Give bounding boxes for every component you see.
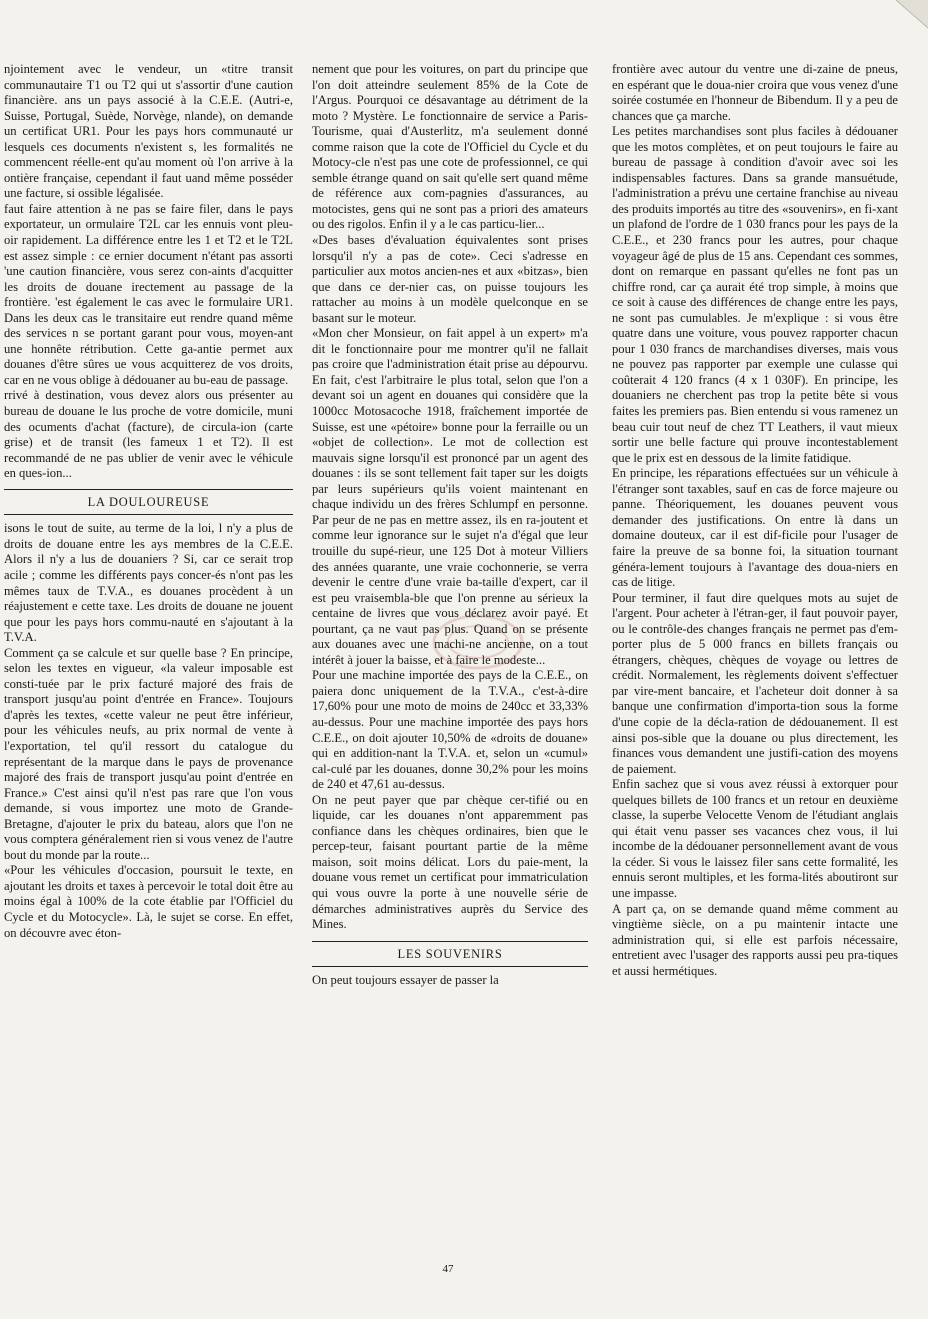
paragraph: «Mon cher Monsieur, on fait appel à un expert» m'a dit le fonctionnaire pour me montrer qu'il ne fallait pas croire que l'administration était prise au dépourvu. En fait, c'est l'arbitraire le plus total, selon que l'on a devant soi un agent en douanes qui considère que la 1000cc Motosacoche 1918, fraîchement importée de Suisse, est une «pétoire» bonne pour la ferraille ou un «objet de collection». Le mot de collection est mauvais signe lorsqu'il est prononcé par un agent des douanes : ils se sont tellement fait taper sur les doigts par leurs supérieurs qu'ils voient maintenant en chaque individu un des frères Schlumpf en personne. Par peur de ne pas en mettre assez, ils en ra-joutent et comme leur ignorance sur le sujet n'a d'égal que leur trouille du supé-rieur, une 125 Dot à moteur Villiers des années quarante, une vraie cochonnerie, se verra devenir le centre d'une vraie ba-taille d'expert, car il est peu vraisembla-ble que l'on prenne au sérieux la centaine de livres que vous déclarez avoir payé. Et pourtant, ça ne vaut pas plus. Quand on se présente aux douanes avec une machi-ne ancienne, on a tout intérêt à jouer la baisse, et à faire le modeste... <box>312 326 588 667</box>
watermark-stamp <box>430 612 526 672</box>
paragraph: Comment ça se calcule et sur quelle base ? En principe, selon les textes en vigueur, «la valeur imposable est consti-tuée par le prix facturé majoré des frais de transport jusqu'au point d'entrée en France». Toujours d'après les textes, «cette valeur ne peut être inférieur, pour les véhicules neufs, au prix normal de vente à l'exportation, tel qu'il ressort du catalogue du représentant de la marque dans le pays de provenance majoré des frais de transport jusqu'au point d'entrée en France.» C'est ainsi qu'il n'est pas rare que l'on vous demande, si vous importez une moto de Grande-Bretagne, d'ajouter le prix du bateau, alors que l'on ne vous comptera généralement rien si vous venez de l'autre bout du monde par la route... <box>4 645 293 862</box>
section-heading: LA DOULOUREUSE <box>4 489 293 516</box>
paragraph: rrivé à destination, vous devez alors ous présenter au bureau de douane le lus proche de votre domicile, muni des ocuments d'achat (facture), de circula-ion (carte grise) et de transit (les fameux 1 et T2). Il est recommandé de ne pas ublier de venir avec le véhicule en ques-ion... <box>4 388 293 481</box>
paragraph: Enfin sachez que si vous avez réussi à extorquer pour quelques billets de 100 francs et un retour en deuxième classe, la superbe Velocette Venom de l'étudiant anglais qui était venu passer ses vacances chez vous, il lui incombe de la dédouaner personnellement avant de vous la céder. Si vous le laissez filer sans cette formalité, les ennuis seront multiples, et les forma-lités aboutiront sur une impasse. <box>612 777 898 900</box>
paragraph: Pour terminer, il faut dire quelques mots au sujet de l'argent. Pour acheter à l'étran-ger, il faut pouvoir payer, ou le contrôle-des changes français ne permet pas d'em-porter plus de 5 000 francs en billets français ou étrangers, chèques, chèques de voyage ou lettres de crédit. Normalement, les règlements doivent s'effectuer par vire-ment bancaire, et l'acheteur doit donner à sa banque une confirmation d'importa-tion sous la forme d'une copie de la décla-ration de dédouanement. Il est ainsi pos-sible que la douane ou plus directement, les finances vous demandent une justifi-cation des moyens de paiement. <box>612 590 898 776</box>
paragraph: isons le tout de suite, au terme de la loi, l n'y a plus de droits de douane entre les ays membres de la C.E.E. Alors il n'y a lus de douaniers ? Si, car ce serait trop acile ; comme les différents pays concer-és n'ont pas les mêmes taux de T.V.A., es douanes procèdent à un réajustement e cette taxe. Les droits de douane ne jouent que pour les pays hors commu-nauté en s'ajoutant à la T.V.A. <box>4 521 293 645</box>
text-column-2 <box>312 62 588 989</box>
text-column-3 <box>612 62 898 979</box>
page-number: 47 <box>442 1263 454 1275</box>
paragraph: faut faire attention à ne pas se faire filer, dans le pays exportateur, un ormulaire T2L car les ennuis vont pleu-oir rapidement. La différence entre les 1 et T2 et le T2L est assez simple : ce ernier document n'étant pas assorti 'une caution financière, vous serez con-aints d'acquitter les droits de douane irectement au passage de la frontière. 'est également le cas avec le formulaire UR1. Dans les deux cas le transitaire eut rendre quand même des services n se portant garant pour vous, moyen-ant une honnête rétribution. Cette ga-antie permet aux douanes d'être sûres ue vous acquitterez de vos droits, car en ne vous oblige à dédouaner au bu-eau de passage. <box>4 201 293 387</box>
paragraph: En principe, les réparations effectuées sur un véhicule à l'étranger sont taxables, sauf en cas de force majeure ou panne. Théoriquement, les douanes peuvent vous demander des justifications. On entre là dans un domaine douteux, car il est dif-ficile pour l'usager de faire la preuve de sa bonne foi, la situation tournant généra-lement toujours à l'avantage des doua-niers en cas de litige. <box>612 466 898 590</box>
paragraph: On peut toujours essayer de passer la <box>312 973 499 988</box>
section-heading: LES SOUVENIRS <box>312 941 588 968</box>
paragraph: Les petites marchandises sont plus faciles à dédouaner que les motos complètes, et on peut toujours le faire au bureau de passage à condition d'avoir avec soi les indispensables factures. Dans sa grande mansuétude, l'administration a prévu une certaine franchise au niveau des produits importés au titre des «souvenirs», en fi-xant un plafond de l'ordre de 1 030 francs pour les pays de la C.E.E., et 230 francs pour les autres, pour chaque voyageur âgé de plus de 15 ans. Cependant ces sommes, dont on remarque en passant qu'elles ne font pas un chiffre rond, car ça aurait été trop simple, à moins que ce soit à cause des différences de change entre les pays, ne sont pas cumulables. Je m'explique : si vous être quatre dans une voiture, vous pouvez rapporter chacun pour 1 030 francs de marchandises diverses, mais vous ne pouvez pas rapporter par exemple une culasse qui coûterait 4 120 francs (4 x 1 030F). En principe, les douaniers ne cherchent pas trop la petite bête si vous faites les premiers pas. Bien entendu si vous ramenez un beau cuir tout neuf de chez TT Leathers, il vaut mieux sortir une belle facture qui prouve incontestablement que le prix est en dessous de la limite fatidique. <box>612 124 898 465</box>
paragraph: «Pour les véhicules d'occasion, poursuit le texte, en ajoutant les droits et taxes à percevoir le total doit être au moins égal à 100% de la cote établie par l'Officiel du Cycle et du Motocycle». Là, le sujet se corse. En effet, on découvre avec éton- <box>4 863 293 940</box>
paragraph: frontière avec autour du ventre une di-zaine de pneus, en espérant que le doua-nier croira que vous venez d'une soirée costumée en l'honneur de Bibendum. Il y a peu de chances que ça marche. <box>612 62 898 123</box>
text-column-1 <box>4 62 293 941</box>
paragraph: «Des bases d'évaluation équivalentes sont prises lorsqu'il n'y a pas de cote». Ceci s'adresse en particulier aux motos ancien-nes et aux «bitzas», bien que dans ce der-nier cas, on puisse toujours les rattacher au moins à un modèle quelconque en se basant sur le moteur. <box>312 233 588 325</box>
paragraph: Pour une machine importée des pays de la C.E.E., on paiera donc uniquement de la T.V.A., c'est-à-dire 17,60% pour une moto de moins de 240cc et 33,33% au-dessus. Pour une machine importée des pays hors C.E.E., on doit ajouter 10,50% de «droits de douane» qui en addition-nant la T.V.A. et, selon un «cumul» cal-culé par les douanes, donne 30,2% pour les moins de 240 et 47,61 au-dessus. <box>312 668 588 792</box>
paragraph: nement que pour les voitures, on part du principe que l'on doit atteindre seulement 85% de la Cote de l'Argus. Pourquoi ce désavantage au détriment de la moto ? Mystère. Le fonctionnaire de service a Paris-Tourisme, quai d'Austerlitz, m'a seulement donné comme raison que la cote de l'Officiel du Cycle et du Motocy-cle n'est pas une cote de professionnel, ce qui semble étrange quand on sait qu'elle sert quand même de référence aux com-pagnies d'assurances, au motocistes, gens qui ne sont pas a priori des amateurs ou des rigolos. Enfin il y a le cas particu-lier... <box>312 62 588 232</box>
paragraph: njointement avec le vendeur, un «titre transit communautaire T1 ou T2 qui ut s'assortir d'une caution financière. ans un pays associé à la C.E.E. (Autri-e, Suisse, Portugal, Suède, Norvège, nlande), on demande un certificat UR1. Pour les pays hors communauté ur lesquels ces documents n'existent s, les formalités ne commencent réelle-ent qu'au moment où l'on arrive à la ontière française, cependant il faut uand même posséder une facture, si ossible légalisée. <box>4 62 293 201</box>
paragraph: A part ça, on se demande quand même comment au vingtième siècle, on a pu maintenir intacte une administration qui, si elle est parfois nécessaire, entretient avec l'usager des rapports aussi peu pra-tiques et aussi hermétiques. <box>612 901 898 978</box>
paragraph: On ne peut payer que par chèque cer-tifié ou en liquide, car les douanes n'ont apparemment pas confiance dans les chèques ordinaires, bien que le percep-teur, faisant pourtant partie de la même maison, soit moins délicat. Lors du paie-ment, la douane vous remet un certificat pour immatriculation qui vous ouvre la porte à une nouvelle série de démarches administratives auprès du Service des Mines. <box>312 792 588 932</box>
page-corner-fold <box>888 0 928 30</box>
